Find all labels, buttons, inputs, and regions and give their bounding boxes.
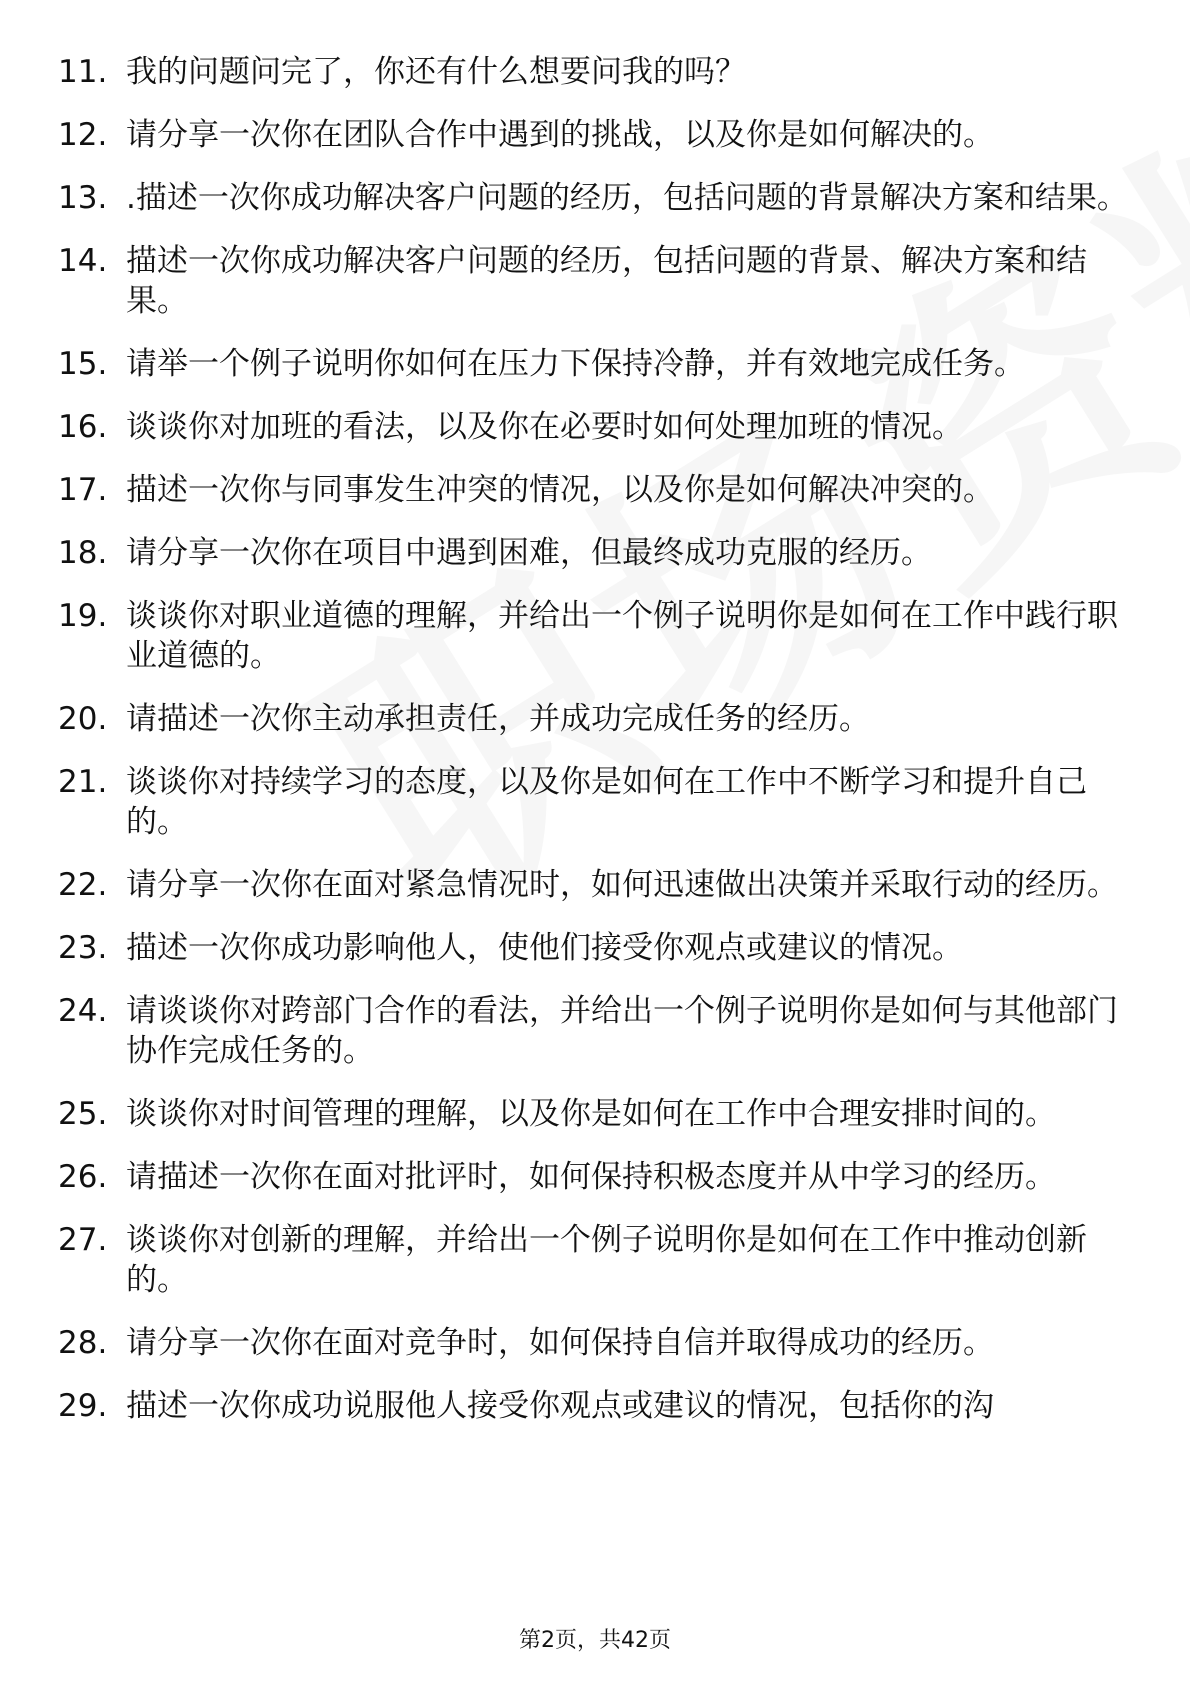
list-item: [58, 1386, 1138, 1426]
question-number: 13.: [58, 180, 108, 216]
question-text: 我的问题问完了，你还有什么想要问我的吗？: [126, 54, 746, 90]
question-text: 请描述一次你主动承担责任，并成功完成任务的经历。: [126, 701, 870, 737]
question-number: 24.: [58, 993, 108, 1029]
question-text: 请分享一次你在团队合作中遇到的挑战，以及你是如何解决的。: [126, 117, 994, 153]
list-item: [58, 344, 1138, 384]
question-text: 请举一个例子说明你如何在压力下保持冷静，并有效地完成任务。: [126, 346, 1025, 382]
list-item: [58, 1157, 1138, 1197]
question-text: 谈谈你对创新的理解，并给出一个例子说明你是如何在工作中推动创新的。: [126, 1222, 1087, 1298]
list-item: [58, 596, 1138, 676]
question-text: 描述一次你成功解决客户问题的经历，包括问题的背景、解决方案和结果。: [126, 243, 1087, 319]
list-item: [58, 178, 1138, 218]
list-item: [58, 1220, 1138, 1300]
list-item: [58, 407, 1138, 447]
question-text: 谈谈你对持续学习的态度，以及你是如何在工作中不断学习和提升自己的。: [126, 764, 1087, 840]
question-text: 请分享一次你在面对竞争时，如何保持自信并取得成功的经历。: [126, 1325, 994, 1361]
list-item: [58, 928, 1138, 968]
question-list: [58, 52, 1138, 1449]
list-item: [58, 115, 1138, 155]
question-text: 请谈谈你对跨部门合作的看法，并给出一个例子说明你是如何与其他部门协作完成任务的。: [126, 993, 1118, 1069]
question-text: 描述一次你与同事发生冲突的情况，以及你是如何解决冲突的。: [126, 472, 994, 508]
question-number: 20.: [58, 701, 108, 737]
list-item: [58, 1094, 1138, 1134]
question-number: 12.: [58, 117, 108, 153]
question-number: 27.: [58, 1222, 108, 1258]
page-number-label: 第2页，共42页: [519, 1628, 671, 1653]
question-text: 描述一次你成功说服他人接受你观点或建议的情况，包括你的沟: [126, 1388, 994, 1424]
question-number: 22.: [58, 867, 108, 903]
list-item: [58, 470, 1138, 510]
question-number: 14.: [58, 243, 108, 279]
question-number: 17.: [58, 472, 108, 508]
question-number: 25.: [58, 1096, 108, 1132]
question-text: 请描述一次你在面对批评时，如何保持积极态度并从中学习的经历。: [126, 1159, 1056, 1195]
question-number: 29.: [58, 1388, 108, 1424]
question-number: 23.: [58, 930, 108, 966]
question-number: 26.: [58, 1159, 108, 1195]
list-item: [58, 865, 1138, 905]
question-number: 19.: [58, 598, 108, 634]
question-number: 21.: [58, 764, 108, 800]
question-text: 请分享一次你在面对紧急情况时，如何迅速做出决策并采取行动的经历。: [126, 867, 1118, 903]
question-text: 请分享一次你在项目中遇到困难，但最终成功克服的经历。: [126, 535, 932, 571]
page-footer: [0, 1626, 1190, 1656]
question-text: .描述一次你成功解决客户问题的经历，包括问题的背景解决方案和结果。: [126, 180, 1128, 216]
list-item: [58, 762, 1138, 842]
list-item: [58, 52, 1138, 92]
question-number: 16.: [58, 409, 108, 445]
list-item: [58, 533, 1138, 573]
list-item: [58, 699, 1138, 739]
question-text: 描述一次你成功影响他人，使他们接受你观点或建议的情况。: [126, 930, 963, 966]
list-item: [58, 241, 1138, 321]
question-number: 18.: [58, 535, 108, 571]
question-text: 谈谈你对时间管理的理解，以及你是如何在工作中合理安排时间的。: [126, 1096, 1056, 1132]
list-item: [58, 991, 1138, 1071]
question-number: 28.: [58, 1325, 108, 1361]
question-text: 谈谈你对加班的看法，以及你在必要时如何处理加班的情况。: [126, 409, 963, 445]
list-item: [58, 1323, 1138, 1363]
question-number: 15.: [58, 346, 108, 382]
question-number: 11.: [58, 54, 108, 90]
question-text: 谈谈你对职业道德的理解，并给出一个例子说明你是如何在工作中践行职业道德的。: [126, 598, 1118, 674]
